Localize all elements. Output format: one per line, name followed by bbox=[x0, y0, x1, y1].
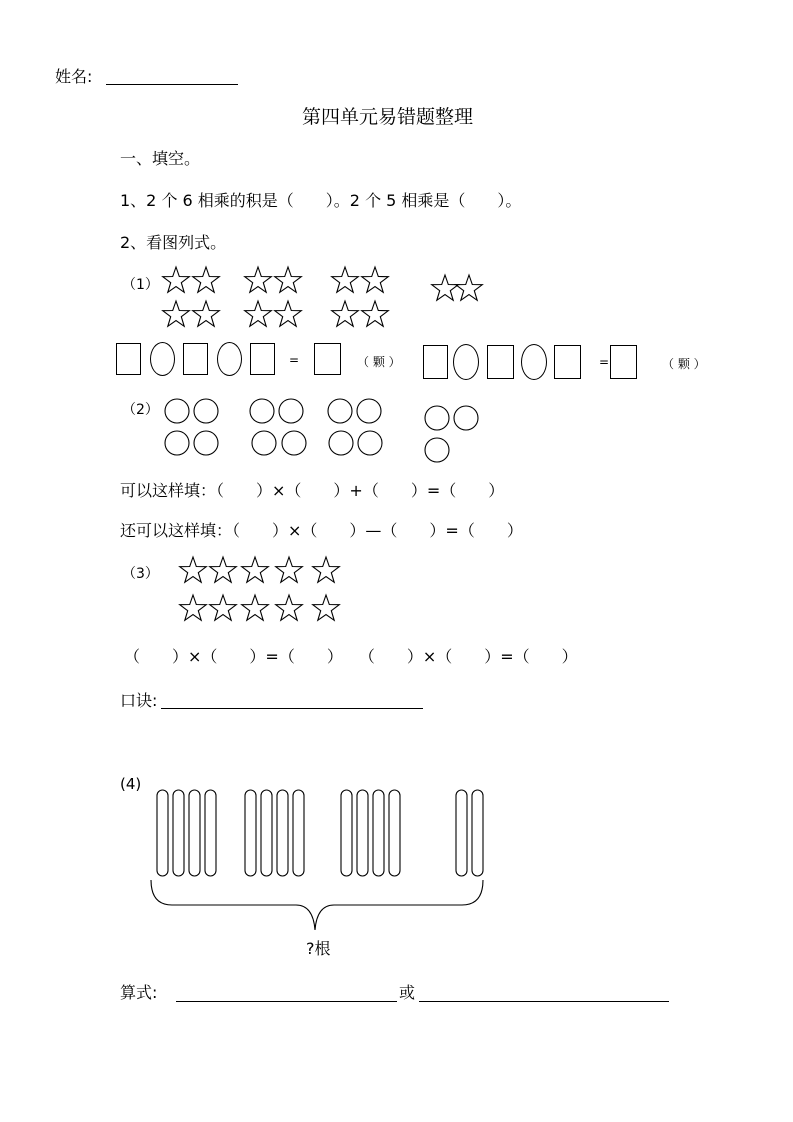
star-icon bbox=[245, 301, 272, 326]
star-icon bbox=[210, 595, 237, 620]
page-title: 第四单元易错题整理 bbox=[302, 106, 474, 128]
star-icon bbox=[210, 557, 237, 582]
circle-icon bbox=[279, 399, 303, 423]
result-box[interactable] bbox=[610, 345, 637, 379]
fill-line-2: 还可以这样填：（ ）×（ ）—（ ）=（ ） bbox=[120, 521, 523, 540]
stick-icon bbox=[157, 790, 168, 876]
star-icon bbox=[193, 267, 220, 292]
part-3-label: （3） bbox=[122, 566, 159, 582]
unit-label: （ 颗 ） bbox=[662, 357, 706, 371]
stick-icon bbox=[373, 790, 384, 876]
star-icon bbox=[313, 557, 340, 582]
koujue-blank-line[interactable] bbox=[161, 708, 423, 709]
answer-box[interactable] bbox=[423, 345, 448, 379]
formula-blank-line-1[interactable] bbox=[176, 1001, 397, 1002]
stick-icon bbox=[261, 790, 272, 876]
formula-label: 算式: bbox=[120, 983, 158, 1002]
koujue-label: 口诀: bbox=[120, 691, 158, 710]
star-icon bbox=[332, 267, 359, 292]
stick-icon bbox=[357, 790, 368, 876]
star-icon bbox=[242, 557, 269, 582]
operator-oval[interactable] bbox=[150, 342, 175, 376]
circle-icon bbox=[165, 431, 189, 455]
part-4-label: (4) bbox=[120, 775, 142, 793]
star-icon bbox=[276, 557, 303, 582]
operator-oval[interactable] bbox=[453, 344, 479, 380]
curly-brace-icon bbox=[151, 880, 483, 930]
circle-icon bbox=[358, 431, 382, 455]
formula-blank-line-2[interactable] bbox=[419, 1001, 669, 1002]
section-heading-fill: 一、填空。 bbox=[120, 149, 201, 168]
equals-sign: = bbox=[599, 355, 610, 369]
circle-icon bbox=[425, 406, 449, 430]
circle-icon bbox=[252, 431, 276, 455]
circle-icon bbox=[194, 431, 218, 455]
part-2-label: （2） bbox=[122, 402, 159, 418]
part-1-label: （1） bbox=[122, 277, 159, 293]
operator-oval[interactable] bbox=[521, 344, 547, 380]
fill-line-1: 可以这样填：（ ）×（ ）+（ ）=（ ） bbox=[120, 481, 505, 500]
star-icon bbox=[163, 267, 190, 292]
circle-icon bbox=[250, 399, 274, 423]
circle-icon bbox=[329, 431, 353, 455]
question-2: 2、看图列式。 bbox=[120, 233, 227, 252]
or-label: 或 bbox=[399, 983, 416, 1002]
stick-icon bbox=[245, 790, 256, 876]
star-icon bbox=[276, 595, 303, 620]
equals-sign: = bbox=[289, 353, 300, 367]
stick-icon bbox=[205, 790, 216, 876]
stick-icon bbox=[389, 790, 400, 876]
equation-line-3: （ ）×（ ）=（ ） （ ）×（ ）=（ ） bbox=[124, 647, 578, 666]
stick-icon bbox=[189, 790, 200, 876]
answer-box[interactable] bbox=[250, 343, 275, 375]
name-label: 姓名: bbox=[55, 67, 93, 86]
answer-box[interactable] bbox=[183, 343, 208, 375]
circle-icon bbox=[454, 406, 478, 430]
star-icon bbox=[362, 267, 389, 292]
circle-icon bbox=[282, 431, 306, 455]
circle-icon bbox=[165, 399, 189, 423]
question-1: 1、2 个 6 相乘的积是（ ）。2 个 5 相乘是（ ）。 bbox=[120, 191, 522, 210]
star-icon bbox=[332, 301, 359, 326]
stick-icon bbox=[341, 790, 352, 876]
stick-icon bbox=[277, 790, 288, 876]
star-icon bbox=[362, 301, 389, 326]
star-icon bbox=[275, 301, 302, 326]
brace-label: ?根 bbox=[306, 939, 331, 958]
star-icon bbox=[313, 595, 340, 620]
answer-box[interactable] bbox=[116, 343, 141, 375]
star-icon bbox=[456, 275, 483, 300]
operator-oval[interactable] bbox=[217, 342, 242, 376]
stick-icon bbox=[456, 790, 467, 876]
circle-icon bbox=[425, 438, 449, 462]
star-icon bbox=[180, 557, 207, 582]
star-icon bbox=[242, 595, 269, 620]
star-icon bbox=[193, 301, 220, 326]
answer-box[interactable] bbox=[487, 345, 514, 379]
stick-icon bbox=[472, 790, 483, 876]
answer-box[interactable] bbox=[554, 345, 581, 379]
circle-icon bbox=[328, 399, 352, 423]
star-icon bbox=[180, 595, 207, 620]
result-box[interactable] bbox=[314, 343, 341, 375]
stick-icon bbox=[293, 790, 304, 876]
star-icon bbox=[275, 267, 302, 292]
unit-label: （ 颗 ） bbox=[357, 355, 401, 369]
circle-icon bbox=[357, 399, 381, 423]
star-icon bbox=[432, 275, 459, 300]
star-icon bbox=[163, 301, 190, 326]
star-icon bbox=[245, 267, 272, 292]
circle-icon bbox=[194, 399, 218, 423]
stick-icon bbox=[173, 790, 184, 876]
